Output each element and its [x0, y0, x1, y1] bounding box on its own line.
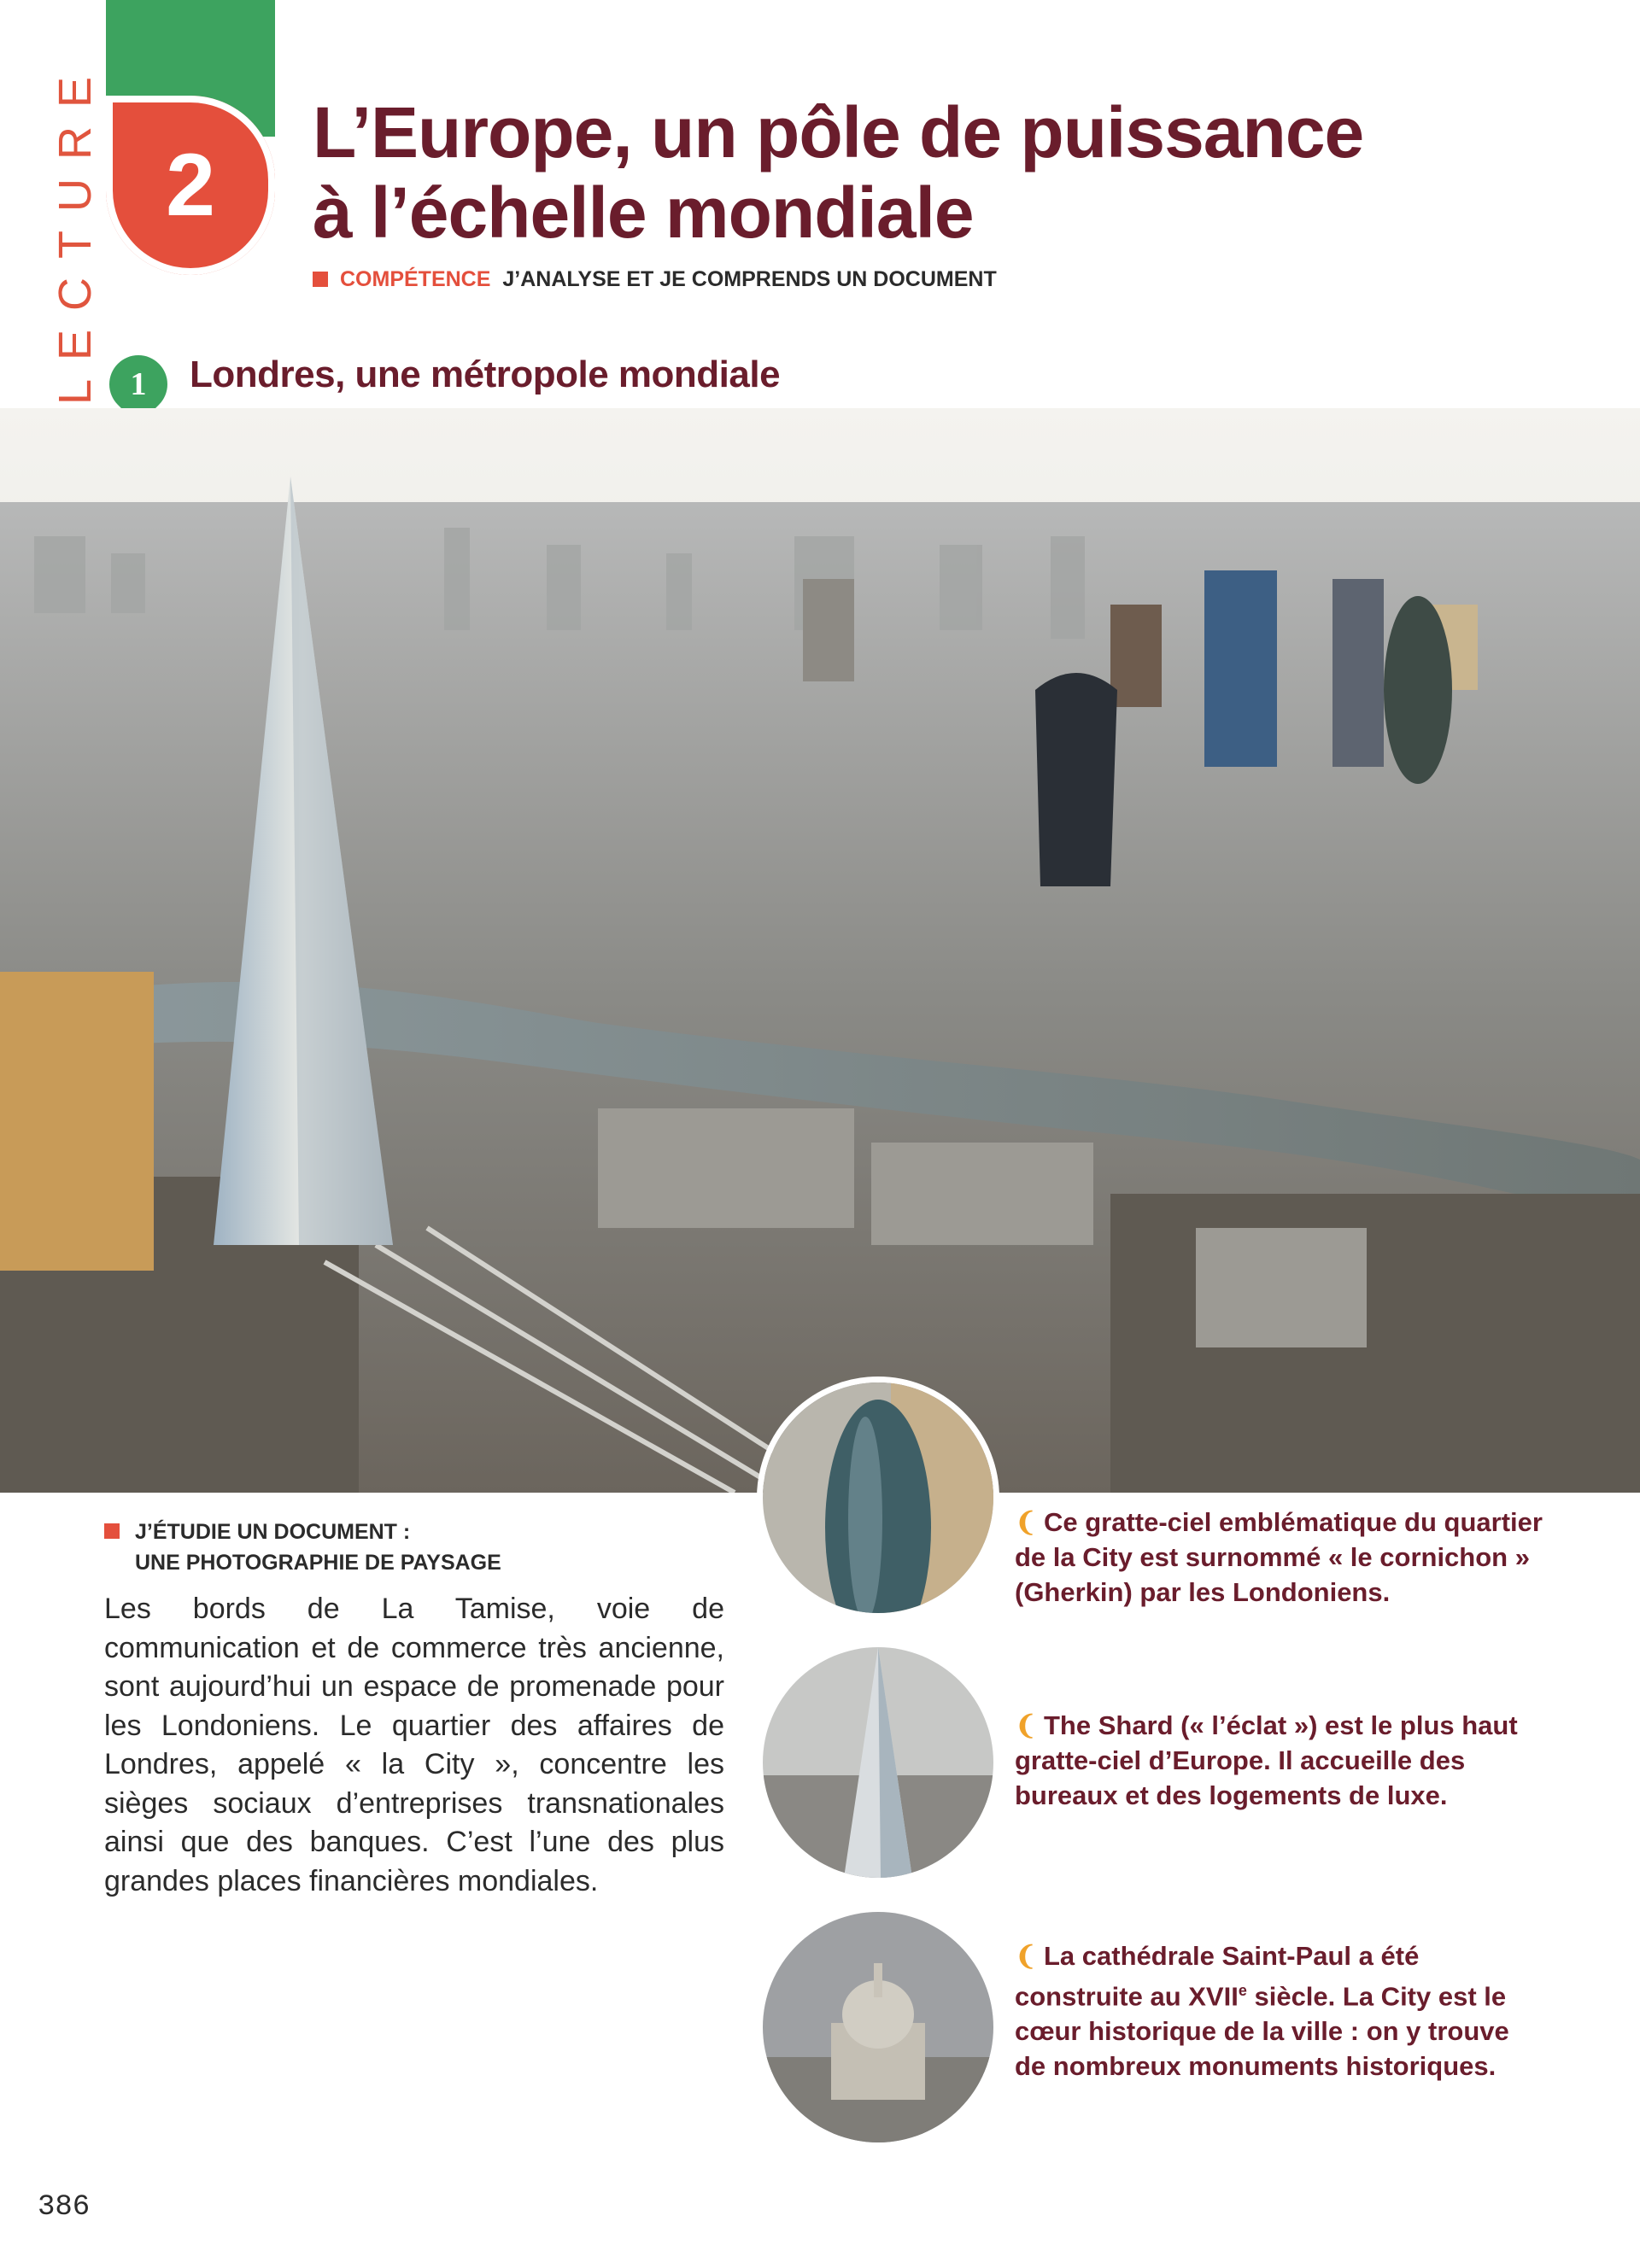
competence-tag: COMPÉTENCE [340, 266, 491, 291]
caption-gherkin [1015, 1505, 1544, 1610]
caption-saint-paul-text-before: La cathédrale Saint-Paul a été construite au XVII [1015, 1941, 1420, 2012]
chapter-badge [106, 96, 275, 275]
caption-saint-paul-text-after: siècle. La City est le cœur historique de la ville : on y trouve de nombreux monuments historiques. [1015, 1981, 1509, 2082]
square-bullet-icon [104, 1523, 120, 1539]
caption-marker-icon: ❨ [1015, 1941, 1037, 1971]
gherkin-thumbnail [757, 1377, 999, 1619]
competence-line [313, 266, 997, 292]
study-body-text: Les bords de La Tamise, voie de communication et de commerce très ancienne, sont aujourd’hui un espace de promenade pour les Londoniens. Le quartier des affaires de Londres, appelé « la City », concentre les sièges sociaux d’entreprises transnationales ainsi que des banques. C’est l’une des plus grandes places financières mondiales. [104, 1593, 724, 1897]
caption-gherkin-text: Ce gratte-ciel emblématique du quartier de la City est surnommé « le cornichon » (Gherkin) par les Londoniens. [1015, 1507, 1543, 1607]
competence-text: J’ANALYSE ET JE COMPRENDS UN DOCUMENT [502, 266, 997, 291]
shard-thumbnail [757, 1641, 999, 1884]
document-number: 1 [130, 366, 147, 402]
caption-saint-paul-superscript: e [1238, 1982, 1247, 1999]
caption-shard [1015, 1708, 1544, 1813]
document-title: Londres, une métropole mondiale [190, 354, 781, 395]
chapter-number: 2 [166, 135, 215, 235]
caption-shard-text: The Shard (« l’éclat ») est le plus haut gratte-ciel d’Europe. Il accueille des bureaux et des logements de luxe. [1015, 1710, 1518, 1810]
study-heading-line1: J’ÉTUDIE UN DOCUMENT : [135, 1520, 411, 1544]
page-title-line1: L’Europe, un pôle de puissance [313, 92, 1364, 172]
study-heading-line2: UNE PHOTOGRAPHIE DE PAYSAGE [135, 1551, 501, 1575]
page-number: 386 [38, 2191, 91, 2224]
saint-paul-thumbnail [757, 1906, 999, 2148]
caption-saint-paul [1015, 1938, 1544, 2084]
square-bullet-icon [313, 272, 328, 287]
london-aerial-photo [0, 408, 1640, 1493]
caption-marker-icon: ❨ [1015, 1710, 1037, 1740]
caption-marker-icon: ❨ [1015, 1507, 1037, 1537]
page-title [313, 92, 1423, 253]
section-label-text: LECTURE [50, 57, 101, 406]
page-title-line2: à l’échelle mondiale [313, 172, 974, 253]
